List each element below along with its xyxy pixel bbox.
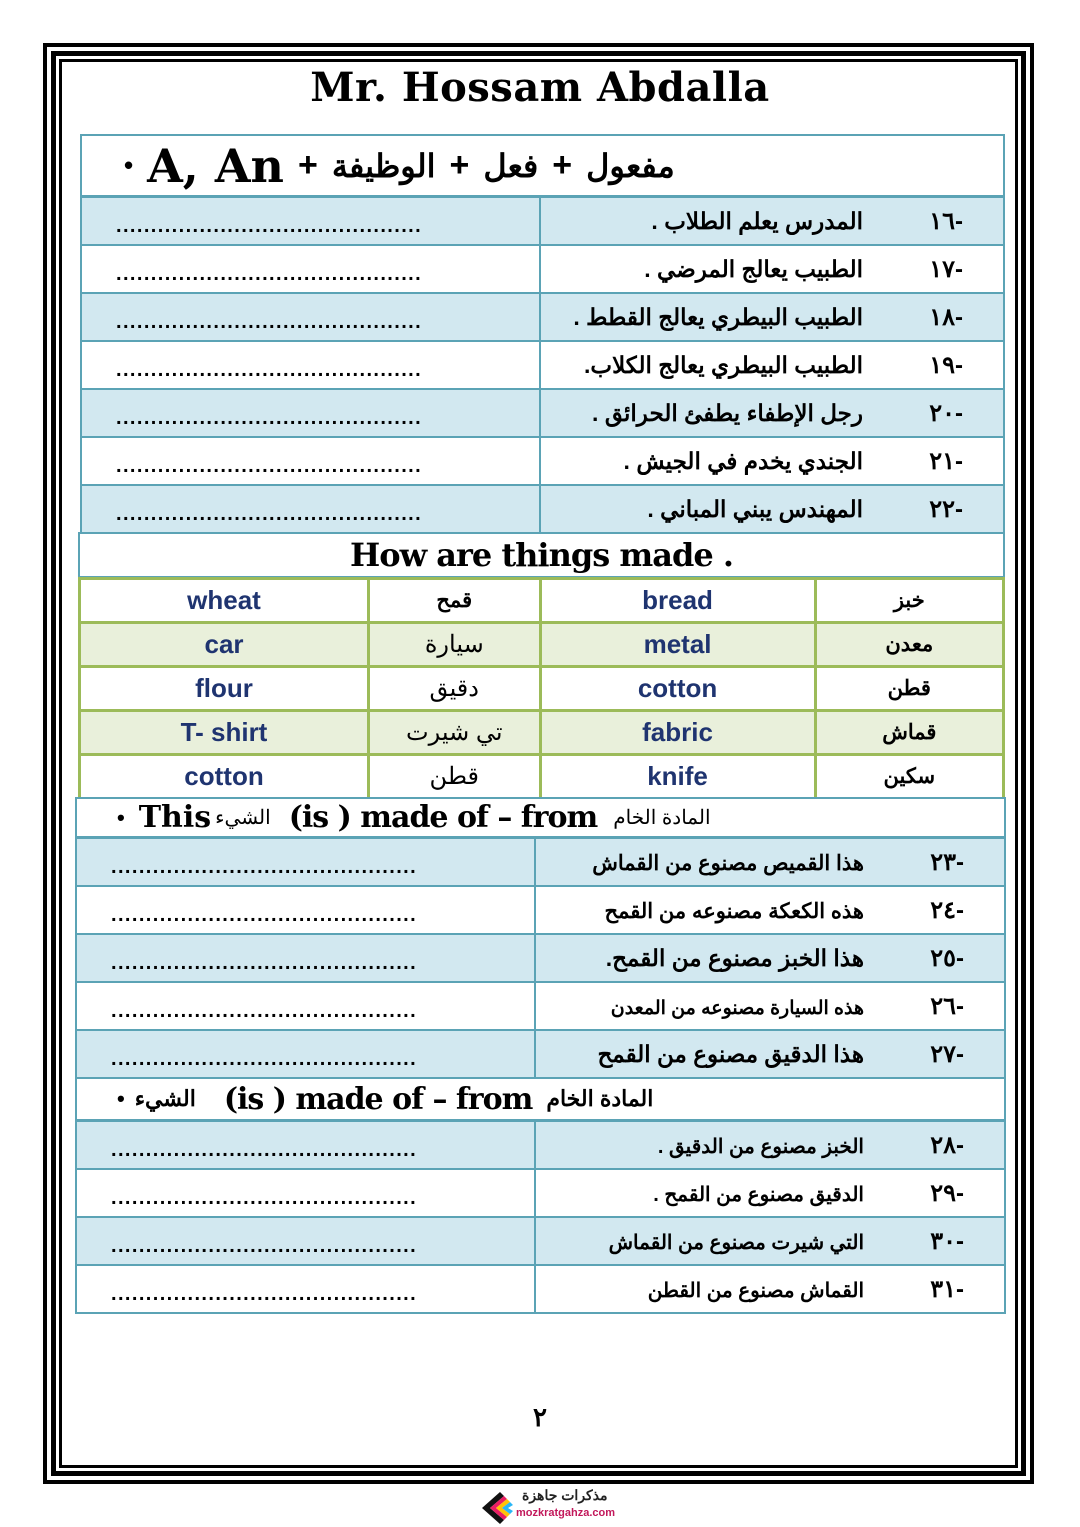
answer-field[interactable]: ............................................: [76, 1121, 535, 1169]
question-cell: [535, 934, 1005, 982]
question-cell: [535, 982, 1005, 1030]
bullet-icon: •: [124, 150, 134, 180]
answer-field[interactable]: ............................................: [81, 485, 540, 533]
question-text: هذا الخبز مصنوع من القمح.: [605, 944, 864, 971]
answer-field[interactable]: ............................................: [81, 293, 540, 341]
question-text: الطبيب يعالج المرضي .: [644, 255, 863, 282]
page-number: ٢: [533, 1402, 547, 1432]
question-number: -١٦: [929, 207, 963, 235]
question-number: -٢٣: [930, 848, 964, 876]
vocab-arabic: قماش: [815, 711, 1003, 755]
material-label: المادة الخام: [546, 1086, 654, 1111]
bullet-icon: •: [117, 804, 125, 830]
vocab-english: car: [80, 623, 369, 667]
question-text: الطبيب البيطري يعالج الكلاب.: [584, 351, 863, 378]
question-number: -٢٦: [930, 992, 964, 1020]
vocab-english: bread: [540, 579, 815, 623]
vocab-arabic: قطن: [815, 667, 1003, 711]
question-text: القماش مصنوع من القطن: [647, 1279, 864, 1302]
question-text: الخبز مصنوع من الدقيق .: [657, 1135, 864, 1158]
question-number: -٢٥: [930, 944, 964, 972]
question-number: -٣٠: [930, 1227, 964, 1255]
question-text: الجندي يخدم في الجيش .: [623, 447, 863, 474]
exercise-row: [81, 197, 1004, 245]
answer-field[interactable]: ............................................: [81, 341, 540, 389]
question-cell: [535, 1030, 1005, 1078]
question-number: -٢٨: [930, 1131, 964, 1159]
answer-field[interactable]: ............................................: [81, 437, 540, 485]
exercise-row: [81, 389, 1004, 437]
vocab-english: cotton: [80, 755, 369, 799]
question-cell: [540, 197, 1004, 245]
logo-arabic-text: مذكرات جاهزة: [522, 1487, 608, 1503]
exercise-row: [76, 1121, 1005, 1169]
section2-header: [75, 797, 1006, 838]
vocab-arabic: سكين: [815, 755, 1003, 799]
question-text: هذا الدقيق مصنوع من القمح: [597, 1040, 864, 1067]
object-label: مفعول: [586, 147, 675, 184]
question-cell: [535, 1265, 1005, 1313]
question-number: -٢٢: [929, 495, 963, 523]
question-text: رجل الإطفاء يطفئ الحرائق .: [592, 399, 863, 426]
answer-field[interactable]: ............................................: [76, 1217, 535, 1265]
question-text: الدقيق مصنوع من القمح .: [653, 1183, 864, 1206]
question-cell: [540, 485, 1004, 533]
question-number: -٢١: [929, 447, 963, 475]
vocab-arabic: تي شيرت: [369, 711, 541, 755]
article-label: A, An: [147, 138, 284, 193]
vocab-english: cotton: [540, 667, 815, 711]
exercise-row: [81, 245, 1004, 293]
question-number: -٢٠: [929, 399, 963, 427]
vocabulary-table: [78, 577, 1005, 800]
question-cell: [535, 1121, 1005, 1169]
plus-sign: +: [552, 146, 573, 184]
vocab-english: wheat: [80, 579, 369, 623]
vocab-english: fabric: [540, 711, 815, 755]
question-text: التي شيرت مصنوع من القماش: [608, 1231, 864, 1254]
pattern-label: (is ) made of – from: [223, 1081, 533, 1117]
question-cell: [540, 245, 1004, 293]
vocab-row: [80, 667, 1004, 711]
plus-sign: +: [449, 146, 470, 184]
site-logo[interactable]: [480, 1487, 640, 1525]
job-label: الوظيفة: [331, 147, 436, 184]
answer-field[interactable]: ............................................: [76, 934, 535, 982]
section1-header: [80, 134, 1005, 197]
exercise-row: [76, 838, 1005, 886]
question-cell: [540, 341, 1004, 389]
thing-label: الشيء: [134, 1086, 196, 1111]
material-label: المادة الخام: [613, 807, 711, 829]
answer-field[interactable]: ............................................: [81, 245, 540, 293]
question-cell: [540, 389, 1004, 437]
question-number: -٢٤: [930, 896, 964, 924]
question-text: هذه السيارة مصنوعه من المعدن: [610, 997, 864, 1019]
vocab-row: [80, 711, 1004, 755]
logo-arrow-icon: [480, 1488, 514, 1524]
vocab-arabic: معدن: [815, 623, 1003, 667]
question-number: -٣١: [930, 1275, 964, 1303]
question-cell: [535, 1217, 1005, 1265]
vocab-english: T- shirt: [80, 711, 369, 755]
section3-header: [75, 1077, 1006, 1121]
question-number: -١٧: [929, 255, 963, 283]
section1-exercise-table: [80, 196, 1005, 534]
verb-label: فعل: [483, 147, 539, 184]
section2-exercise-table: [75, 837, 1006, 1079]
pattern-label: (is ) made of – from: [288, 800, 598, 835]
vocabulary-title: How are things made .: [350, 536, 733, 574]
question-text: المهندس يبني المباني .: [647, 495, 863, 522]
answer-field[interactable]: ............................................: [81, 197, 540, 245]
answer-field[interactable]: ............................................: [76, 886, 535, 934]
exercise-row: [81, 437, 1004, 485]
answer-field[interactable]: ............................................: [76, 1265, 535, 1313]
vocab-english: flour: [80, 667, 369, 711]
answer-field[interactable]: ............................................: [76, 1169, 535, 1217]
vocab-arabic: خبز: [815, 579, 1003, 623]
vocab-row: [80, 755, 1004, 799]
exercise-row: [81, 341, 1004, 389]
exercise-row: [76, 1030, 1005, 1078]
vocab-arabic: قمح: [369, 579, 541, 623]
question-number: -٢٧: [930, 1040, 964, 1068]
exercise-row: [76, 886, 1005, 934]
question-cell: [535, 886, 1005, 934]
answer-field[interactable]: ............................................: [76, 838, 535, 886]
answer-field[interactable]: ............................................: [81, 389, 540, 437]
exercise-row: [76, 1265, 1005, 1313]
plus-sign: +: [297, 146, 318, 184]
question-cell: [540, 293, 1004, 341]
answer-field[interactable]: ............................................: [76, 982, 535, 1030]
exercise-row: [81, 485, 1004, 533]
question-text: المدرس يعلم الطلاب .: [651, 207, 863, 234]
exercise-row: [76, 934, 1005, 982]
question-cell: [535, 838, 1005, 886]
vocab-arabic: سيارة: [369, 623, 541, 667]
vocab-arabic: قطن: [369, 755, 541, 799]
page-title: Mr. Hossam Abdalla: [310, 64, 770, 111]
vocab-english: knife: [540, 755, 815, 799]
answer-field[interactable]: ............................................: [76, 1030, 535, 1078]
exercise-row: [76, 982, 1005, 1030]
vocab-english: metal: [540, 623, 815, 667]
question-text: هذه الكعكة مصنوعه من القمح: [604, 899, 864, 923]
question-cell: [535, 1169, 1005, 1217]
vocab-row: [80, 623, 1004, 667]
this-label: This: [138, 800, 212, 835]
question-cell: [540, 437, 1004, 485]
section3-exercise-table: [75, 1120, 1006, 1314]
question-text: هذا القميص مصنوع من القماش: [592, 851, 864, 875]
exercise-row: [76, 1217, 1005, 1265]
question-text: الطبيب البيطري يعالج القطط .: [573, 303, 863, 330]
exercise-row: [76, 1169, 1005, 1217]
exercise-row: [81, 293, 1004, 341]
question-number: -٢٩: [930, 1179, 964, 1207]
vocabulary-header: [78, 532, 1005, 578]
question-number: -١٨: [929, 303, 963, 331]
question-number: -١٩: [929, 351, 963, 379]
thing-label: الشيء: [215, 807, 271, 829]
logo-url-text: mozkratgahza.com: [516, 1507, 616, 1519]
bullet-icon: •: [117, 1086, 125, 1111]
vocab-row: [80, 579, 1004, 623]
vocab-arabic: دقيق: [369, 667, 541, 711]
